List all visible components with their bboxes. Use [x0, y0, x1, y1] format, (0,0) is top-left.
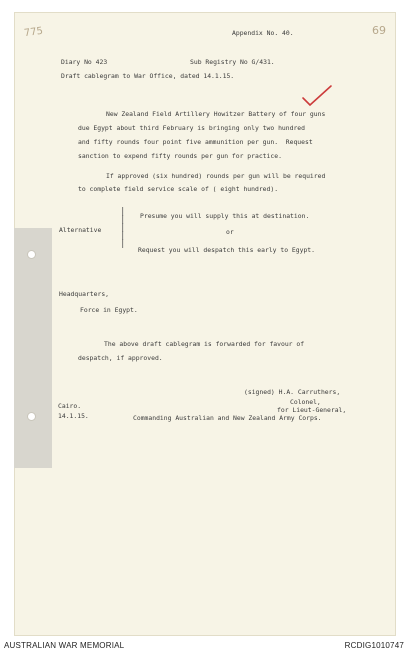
signature-line: (signed) H.A. Carruthers,: [244, 388, 341, 396]
page-number: 69: [372, 24, 386, 37]
bracket: | | | | |: [120, 207, 126, 249]
place-line: Cairo.: [58, 402, 82, 410]
body-line: sanction to expend fifty rounds per gun for practice.: [78, 152, 282, 160]
forward-line: The above draft cablegram is forwarded for favour of: [104, 340, 305, 348]
commanding-line: Commanding Australian and New Zealand Army Corps.: [133, 414, 322, 422]
alternative-option-2: Request you will despatch this early to Egypt.: [138, 246, 315, 254]
alternative-option-1: Presume you will supply this at destination.: [140, 212, 310, 220]
checkmark-icon: [300, 84, 334, 108]
diary-number: Diary No 423: [61, 58, 108, 66]
for-line: for Lieut-General,: [277, 406, 347, 414]
rank-line: Colonel,: [290, 398, 321, 406]
address-line: Force in Egypt.: [80, 306, 138, 314]
footer-institution: AUSTRALIAN WAR MEMORIAL: [4, 641, 125, 650]
alternative-or: or: [226, 228, 234, 236]
address-line: Headquarters,: [59, 290, 110, 298]
document-page: [14, 12, 396, 636]
footer-record-id: RCDIG1010747: [344, 641, 404, 650]
pencil-folio-number: 775: [23, 25, 44, 40]
body-line: to complete field service scale of ( eight hundred).: [78, 185, 279, 193]
alternative-label: Alternative: [59, 226, 102, 234]
date-line: 14.1.15.: [58, 412, 89, 420]
body-line: If approved (six hundred) rounds per gun will be required: [106, 172, 326, 180]
body-line: due Egypt about third February is bringing only two hundred: [78, 124, 306, 132]
body-line: and fifty rounds four point five ammunition per gun. Request: [78, 138, 313, 146]
body-line: New Zealand Field Artillery Howitzer Battery of four guns: [106, 110, 326, 118]
scan-margin-band: [14, 228, 52, 468]
punch-hole: [27, 250, 36, 259]
punch-hole: [27, 412, 36, 421]
appendix-label: Appendix No. 40.: [232, 29, 294, 37]
forward-line: despatch, if approved.: [78, 354, 163, 362]
draft-title-line: Draft cablegram to War Office, dated 14.1.15.: [61, 72, 235, 80]
sub-registry: Sub Registry No G/431.: [190, 58, 275, 66]
